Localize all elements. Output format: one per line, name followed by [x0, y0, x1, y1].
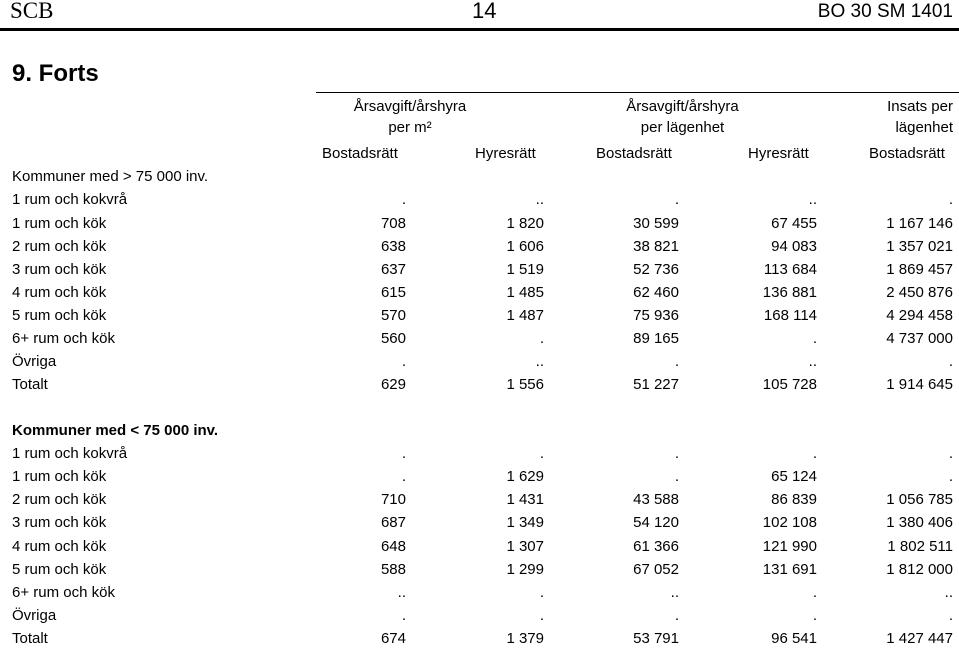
- cell-value: 1 914 645: [886, 376, 953, 393]
- cell-value: 168 114: [763, 307, 817, 324]
- cell-value: 62 460: [633, 284, 679, 301]
- group-title-large-municipalities: Kommuner med > 75 000 inv.: [12, 168, 209, 185]
- cell-value: .: [401, 445, 406, 462]
- column-header-5: Bostadsrätt: [869, 145, 945, 162]
- cell-value: .: [948, 353, 953, 370]
- cell-value: 1 357 021: [886, 238, 953, 255]
- cell-value: 89 165: [633, 330, 679, 347]
- cell-value: .: [401, 607, 406, 624]
- cell-value: 61 366: [633, 538, 679, 555]
- cell-value: 615: [380, 284, 406, 301]
- row-label: Totalt: [12, 376, 48, 393]
- report-id: BO 30 SM 1401: [817, 1, 953, 22]
- cell-value: 54 120: [633, 514, 679, 531]
- table-row: [0, 330, 959, 353]
- cell-value: 1 556: [506, 376, 544, 393]
- row-label: 6+ rum och kök: [12, 330, 115, 347]
- table-row: [0, 584, 959, 607]
- cell-value: .: [812, 445, 817, 462]
- table-row: [0, 538, 959, 561]
- cell-value: .: [674, 191, 679, 208]
- column-group-2-line2: per lägenhet: [640, 119, 725, 136]
- cell-value: 1 485: [506, 284, 544, 301]
- cell-value: ..: [808, 191, 817, 208]
- column-group-3: [840, 96, 953, 138]
- cell-value: 1 802 511: [887, 538, 953, 555]
- cell-value: .: [539, 584, 544, 601]
- section-title: 9. Forts: [12, 60, 99, 87]
- table-row: [0, 445, 959, 468]
- row-label: 1 rum och kök: [12, 215, 107, 232]
- row-label: Övriga: [12, 607, 57, 624]
- cell-value: 629: [380, 376, 406, 393]
- cell-value: 674: [380, 630, 406, 647]
- cell-value: .: [674, 353, 679, 370]
- column-group-3-line2: lägenhet: [895, 119, 953, 136]
- cell-value: 1 349: [506, 514, 544, 531]
- cell-value: 708: [380, 215, 406, 232]
- cell-value: 1 307: [506, 538, 544, 555]
- table-row: [0, 514, 959, 537]
- cell-value: 1 299: [506, 561, 544, 578]
- table-row: [0, 561, 959, 584]
- column-group-3-line1: Insats per: [887, 98, 953, 115]
- row-label: 4 rum och kök: [12, 284, 107, 301]
- row-label: 1 rum och kokvrå: [12, 191, 128, 208]
- cell-value: .: [674, 468, 679, 485]
- row-label: 2 rum och kök: [12, 491, 107, 508]
- column-group-1: [320, 96, 500, 138]
- row-label: Totalt: [12, 630, 48, 647]
- column-group-1-line2: per m²: [388, 119, 432, 136]
- cell-value: 102 108: [762, 514, 817, 531]
- cell-value: .: [674, 607, 679, 624]
- cell-value: .: [539, 607, 544, 624]
- cell-value: 1 379: [506, 630, 544, 647]
- table-row: [0, 238, 959, 261]
- column-header-rule: [316, 92, 959, 93]
- cell-value: 113 684: [763, 261, 817, 278]
- column-header-2: Hyresrätt: [475, 145, 536, 162]
- cell-value: .: [812, 584, 817, 601]
- row-label: 5 rum och kök: [12, 561, 107, 578]
- cell-value: 67 052: [633, 561, 679, 578]
- cell-value: ..: [670, 584, 679, 601]
- cell-value: 570: [380, 307, 406, 324]
- cell-value: .: [674, 445, 679, 462]
- cell-value: 38 821: [633, 238, 679, 255]
- cell-value: 1 167 146: [886, 215, 953, 232]
- column-header-3: Bostadsrätt: [596, 145, 672, 162]
- group-title-small-municipalities: Kommuner med < 75 000 inv.: [12, 422, 219, 439]
- cell-value: .: [401, 468, 406, 485]
- row-label: 4 rum och kök: [12, 538, 107, 555]
- cell-value: 121 990: [762, 538, 817, 555]
- cell-value: 52 736: [633, 261, 679, 278]
- cell-value: ..: [535, 191, 544, 208]
- row-label: Övriga: [12, 353, 57, 370]
- cell-value: 94 083: [771, 238, 817, 255]
- cell-value: 1 380 406: [886, 514, 953, 531]
- cell-value: 1 427 447: [886, 630, 953, 647]
- cell-value: 1 431: [506, 491, 544, 508]
- row-label: 3 rum och kök: [12, 261, 107, 278]
- cell-value: .: [401, 191, 406, 208]
- row-label: 6+ rum och kök: [12, 584, 115, 601]
- cell-value: 560: [380, 330, 406, 347]
- cell-value: .: [948, 468, 953, 485]
- cell-value: 710: [380, 491, 406, 508]
- cell-value: 86 839: [771, 491, 817, 508]
- cell-value: 75 936: [633, 307, 679, 324]
- table-row: [0, 261, 959, 284]
- cell-value: 1 487: [506, 307, 544, 324]
- table-row: [0, 468, 959, 491]
- cell-value: 43 588: [633, 491, 679, 508]
- cell-value: 65 124: [771, 468, 817, 485]
- cell-value: ..: [808, 353, 817, 370]
- cell-value: 648: [380, 538, 406, 555]
- cell-value: 1 869 457: [886, 261, 953, 278]
- cell-value: 67 455: [771, 215, 817, 232]
- table-row: [0, 284, 959, 307]
- cell-value: .: [539, 330, 544, 347]
- cell-value: 51 227: [633, 376, 679, 393]
- header-rule: [0, 28, 959, 31]
- cell-value: 4 737 000: [886, 330, 953, 347]
- cell-value: 30 599: [633, 215, 679, 232]
- cell-value: 4 294 458: [886, 307, 953, 324]
- cell-value: 1 629: [506, 468, 544, 485]
- cell-value: 1 606: [506, 238, 544, 255]
- cell-value: 638: [380, 238, 406, 255]
- cell-value: 105 728: [762, 376, 817, 393]
- row-label: 2 rum och kök: [12, 238, 107, 255]
- column-header-1: Bostadsrätt: [322, 145, 398, 162]
- column-header-4: Hyresrätt: [748, 145, 809, 162]
- cell-value: 1 820: [506, 215, 544, 232]
- table-row: [0, 491, 959, 514]
- cell-value: .: [539, 445, 544, 462]
- cell-value: 687: [380, 514, 406, 531]
- table-row: [0, 607, 959, 630]
- cell-value: 588: [380, 561, 406, 578]
- cell-value: 2 450 876: [886, 284, 953, 301]
- column-group-1-line1: Årsavgift/årshyra: [353, 98, 467, 115]
- cell-value: .: [948, 607, 953, 624]
- row-label: 1 rum och kokvrå: [12, 445, 128, 462]
- cell-value: 96 541: [771, 630, 817, 647]
- cell-value: ..: [535, 353, 544, 370]
- cell-value: 1 519: [506, 261, 544, 278]
- table-row: [0, 307, 959, 330]
- cell-value: .: [401, 353, 406, 370]
- cell-value: 1 056 785: [886, 491, 953, 508]
- cell-value: .: [812, 330, 817, 347]
- table-row: [0, 191, 959, 214]
- cell-value: .: [948, 445, 953, 462]
- page-header: [0, 0, 959, 26]
- column-group-2: [590, 96, 775, 138]
- row-label: 1 rum och kök: [12, 468, 107, 485]
- page-number: 14: [472, 0, 497, 23]
- column-group-2-line1: Årsavgift/årshyra: [626, 98, 739, 115]
- cell-value: ..: [397, 584, 406, 601]
- row-label: 5 rum och kök: [12, 307, 107, 324]
- cell-value: 53 791: [633, 630, 679, 647]
- cell-value: .: [812, 607, 817, 624]
- row-label: 3 rum och kök: [12, 514, 107, 531]
- cell-value: 131 691: [762, 561, 817, 578]
- cell-value: 637: [380, 261, 406, 278]
- table-row-total: [0, 376, 959, 399]
- cell-value: 136 881: [762, 284, 817, 301]
- cell-value: ..: [944, 584, 953, 601]
- table-row-total: [0, 630, 959, 653]
- cell-value: 1 812 000: [886, 561, 953, 578]
- table-row: [0, 215, 959, 238]
- header-org: SCB: [10, 0, 54, 23]
- table-row: [0, 353, 959, 376]
- cell-value: .: [948, 191, 953, 208]
